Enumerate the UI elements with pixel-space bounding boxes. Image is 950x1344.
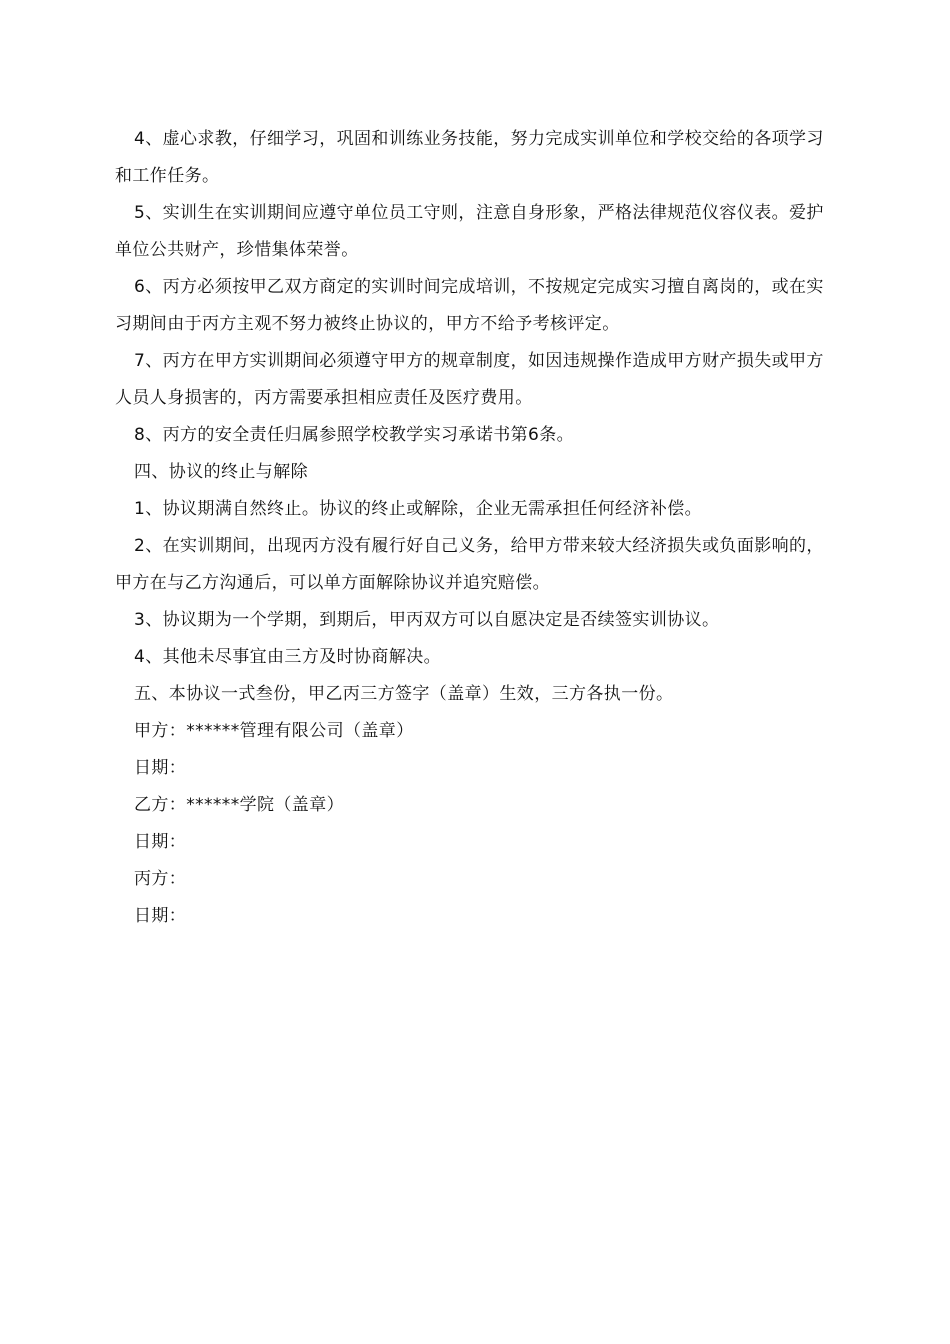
section-5-copies: 五、本协议一式叁份，甲乙丙三方签字（盖章）生效，三方各执一份。 [134, 684, 674, 704]
party-a-date: 日期： [134, 758, 187, 778]
party-a-signature: 甲方：******管理有限公司（盖章） [134, 721, 414, 741]
clause-8-safety: 8、丙方的安全责任归属参照学校教学实习承诺书第6条。 [134, 425, 575, 445]
party-c-signature: 丙方： [134, 869, 187, 889]
termination-clause-4: 4、其他未尽事宜由三方及时协商解决。 [134, 647, 442, 667]
termination-clause-2: 2、在实训期间，出现丙方没有履行好自己义务，给甲方带来较大经济损失或负面影响的，甲方在与乙方沟通后，可以单方面解除协议并追究赔偿。 [115, 536, 824, 593]
clause-5-conduct: 5、实训生在实训期间应遵守单位员工守则，注意自身形象，严格法律规范仪容仪表。爱护单位公共财产，珍惜集体荣誉。 [115, 203, 824, 260]
party-c-date: 日期： [134, 906, 187, 926]
party-b-signature: 乙方：******学院（盖章） [134, 795, 344, 815]
party-b-date: 日期： [134, 832, 187, 852]
clause-7-rules: 7、丙方在甲方实训期间必须遵守甲方的规章制度，如因违规操作造成甲方财产损失或甲方人员人身损害的，丙方需要承担相应责任及医疗费用。 [115, 351, 824, 408]
section-4-heading: 四、协议的终止与解除 [134, 462, 308, 482]
termination-clause-3: 3、协议期为一个学期，到期后，甲丙双方可以自愿决定是否续签实训协议。 [134, 610, 720, 630]
termination-clause-1: 1、协议期满自然终止。协议的终止或解除，企业无需承担任何经济补偿。 [134, 499, 703, 519]
clause-4-study: 4、虚心求教，仔细学习，巩固和训练业务技能，努力完成实训单位和学校交给的各项学习和工作任务。 [115, 129, 824, 186]
clause-6-training-time: 6、丙方必须按甲乙双方商定的实训时间完成培训，不按规定完成实习擅自离岗的，或在实习期间由于丙方主观不努力被终止协议的，甲方不给予考核评定。 [115, 277, 824, 334]
